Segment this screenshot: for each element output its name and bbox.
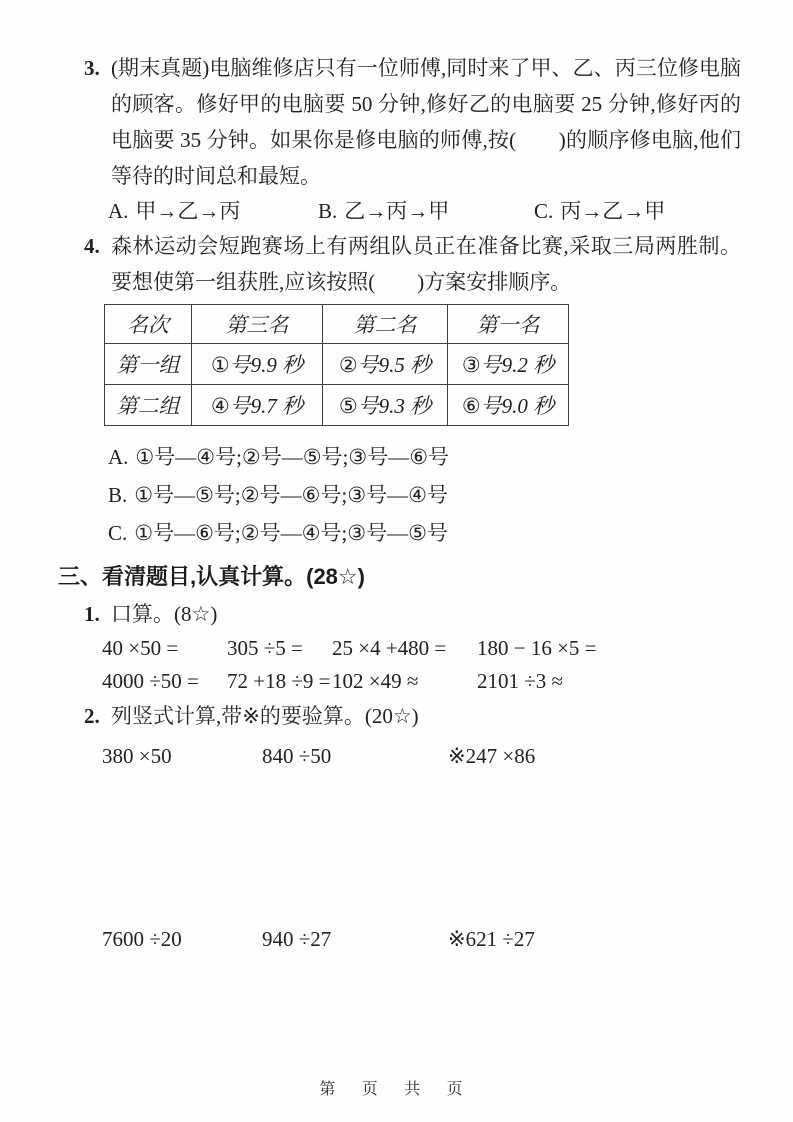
race-score-table bbox=[104, 304, 569, 426]
question-3-text: (期末真题)电脑维修店只有一位师傅,同时来了甲、乙、丙三位修电脑的顾客。修好甲的电脑要 50 分钟,修好乙的电脑要 25 分钟,修好丙的电脑要 35 分钟。如果你是修电脑的师傅,按( )的顺序修电脑,他们等待的时间总和最短。 bbox=[111, 56, 741, 188]
option-text: ①号—④号;②号—⑤号;③号—⑥号 bbox=[135, 445, 450, 469]
question-3-number: 3. bbox=[84, 56, 100, 80]
oral-calc-title-text: 口算。(8☆) bbox=[111, 602, 218, 626]
vertical-item: 840 ÷50 bbox=[262, 744, 332, 768]
vertical-calc-title bbox=[84, 698, 793, 734]
question-3-option-b bbox=[318, 194, 534, 228]
table-cell: ①号9.9 秒 bbox=[192, 344, 323, 385]
oral-item: 180 − 16 ×5 = bbox=[477, 636, 597, 660]
question-4-options bbox=[108, 438, 793, 552]
table-cell: 第一组 bbox=[105, 344, 192, 385]
option-label: C. bbox=[108, 521, 128, 545]
table-header-row bbox=[105, 305, 569, 344]
oral-calc-title bbox=[84, 596, 793, 632]
option-text: 丙→乙→甲 bbox=[560, 199, 666, 223]
question-4-option-c bbox=[108, 514, 793, 552]
option-text: 甲→乙→丙 bbox=[135, 199, 241, 223]
option-label: A. bbox=[108, 199, 129, 223]
question-3-option-c bbox=[534, 194, 665, 228]
table-cell: ②号9.5 秒 bbox=[323, 344, 448, 385]
option-label: C. bbox=[534, 199, 554, 223]
table-row-group2 bbox=[105, 385, 569, 426]
question-4-number: 4. bbox=[84, 234, 100, 258]
oral-item: 102 ×49 ≈ bbox=[332, 669, 419, 693]
option-label: B. bbox=[108, 483, 128, 507]
oral-item: 25 ×4 +480 = bbox=[332, 636, 447, 660]
table-cell: ⑥号9.0 秒 bbox=[448, 385, 569, 426]
section-3-heading: 三、看清题目,认真计算。(28☆) bbox=[58, 564, 365, 589]
question-4 bbox=[84, 228, 741, 300]
vertical-calc-row-1 bbox=[102, 740, 793, 773]
table-header-first: 第一名 bbox=[448, 305, 569, 344]
page-footer: 第 页 共 页 bbox=[319, 1081, 474, 1098]
question-3 bbox=[84, 50, 741, 194]
oral-item: 4000 ÷50 = bbox=[102, 669, 199, 693]
question-4-option-b bbox=[108, 476, 793, 514]
oral-item: 305 ÷5 = bbox=[227, 636, 303, 660]
vertical-item: 940 ÷27 bbox=[262, 927, 332, 951]
oral-item: 72 +18 ÷9 = bbox=[227, 669, 331, 693]
table-header-second: 第二名 bbox=[323, 305, 448, 344]
option-text: 乙→丙→甲 bbox=[344, 199, 450, 223]
oral-item: 40 ×50 = bbox=[102, 636, 179, 660]
table-cell: ⑤号9.3 秒 bbox=[323, 385, 448, 426]
oral-calc-row-1 bbox=[102, 632, 793, 665]
table-cell: ④号9.7 秒 bbox=[192, 385, 323, 426]
question-4-option-a bbox=[108, 438, 793, 476]
option-label: A. bbox=[108, 445, 129, 469]
oral-calc-number: 1. bbox=[84, 602, 100, 626]
option-label: B. bbox=[318, 199, 338, 223]
question-4-text: 森林运动会短跑赛场上有两组队员正在准备比赛,采取三局两胜制。要想使第一组获胜,应该按照( )方案安排顺序。 bbox=[111, 234, 741, 294]
vertical-item: ※247 ×86 bbox=[448, 744, 536, 768]
vertical-calc-row-2 bbox=[102, 923, 793, 956]
option-text: ①号—⑥号;②号—④号;③号—⑤号 bbox=[134, 521, 448, 545]
table-row-group1 bbox=[105, 344, 569, 385]
option-text: ①号—⑤号;②号—⑥号;③号—④号 bbox=[134, 483, 448, 507]
vertical-calc-title-text: 列竖式计算,带※的要验算。(20☆) bbox=[111, 704, 419, 728]
vertical-item: 7600 ÷20 bbox=[102, 927, 182, 951]
vertical-item: ※621 ÷27 bbox=[448, 927, 535, 951]
oral-item: 2101 ÷3 ≈ bbox=[477, 669, 564, 693]
table-header-third: 第三名 bbox=[192, 305, 323, 344]
vertical-calc-number: 2. bbox=[84, 704, 100, 728]
table-cell: 第二组 bbox=[105, 385, 192, 426]
question-3-options bbox=[108, 194, 793, 228]
oral-calc-row-2 bbox=[102, 665, 793, 698]
vertical-item: 380 ×50 bbox=[102, 744, 172, 768]
table-header-rank: 名次 bbox=[105, 305, 192, 344]
question-3-option-a bbox=[108, 194, 318, 228]
table-cell: ③号9.2 秒 bbox=[448, 344, 569, 385]
